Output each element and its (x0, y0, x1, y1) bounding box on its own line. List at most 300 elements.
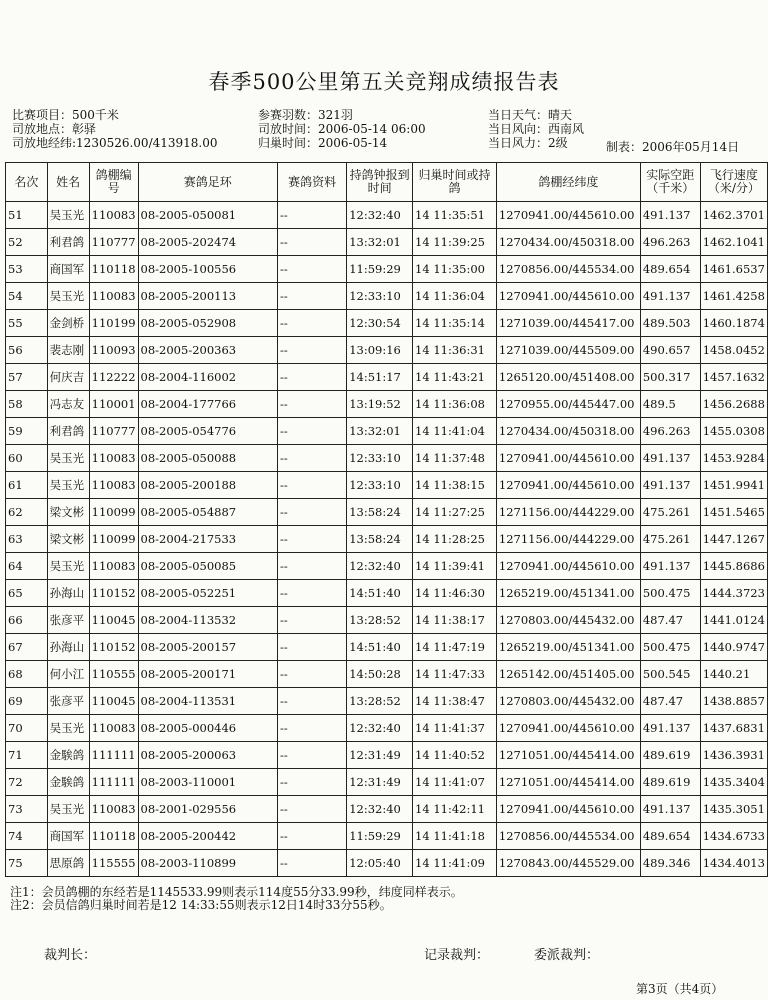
header-distance: 实际空距（千米） (640, 163, 700, 202)
return-time-cell: 14 11:40:52 (413, 742, 497, 769)
clock-time-cell: 13:28:52 (347, 607, 413, 634)
speed-cell: 1440.9747 (700, 634, 767, 661)
rank-cell: 54 (6, 283, 48, 310)
coords-cell: 1270941.00/445610.00 (496, 445, 640, 472)
ring-cell: 08-2005-202474 (138, 229, 277, 256)
coords-cell: 1270941.00/445610.00 (496, 715, 640, 742)
clock-time-cell: 12:32:40 (347, 715, 413, 742)
loft-id-cell: 110118 (89, 256, 138, 283)
coords-cell: 1270941.00/445610.00 (496, 283, 640, 310)
name-cell: 裴志刚 (47, 337, 89, 364)
chief-judge-label: 裁判长： (44, 948, 97, 963)
coords-cell: 1270434.00/450318.00 (496, 418, 640, 445)
loft-id-cell: 110118 (89, 823, 138, 850)
ring-cell: 08-2005-200442 (138, 823, 277, 850)
name-cell: 吴玉光 (47, 283, 89, 310)
table-row (6, 364, 768, 391)
loft-id-cell: 110152 (89, 580, 138, 607)
speed-cell: 1437.6831 (700, 715, 767, 742)
clock-time-cell: 13:58:24 (347, 526, 413, 553)
return-time-cell: 14 11:35:00 (413, 256, 497, 283)
clock-time-cell: 12:05:40 (347, 850, 413, 877)
ring-cell: 08-2005-200063 (138, 742, 277, 769)
info-cell: -- (277, 742, 346, 769)
meta-right (488, 108, 584, 150)
meta-middle (258, 108, 426, 150)
return-time-cell: 14 11:46:30 (413, 580, 497, 607)
return-time-cell: 14 11:43:21 (413, 364, 497, 391)
table-row (6, 418, 768, 445)
speed-cell: 1457.1632 (700, 364, 767, 391)
info-cell: -- (277, 688, 346, 715)
header-coords: 鸽棚经纬度 (496, 163, 640, 202)
ring-cell: 08-2005-200113 (138, 283, 277, 310)
table-row (6, 202, 768, 229)
loft-id-cell: 110083 (89, 202, 138, 229)
name-cell: 吴玉光 (47, 202, 89, 229)
info-cell: -- (277, 823, 346, 850)
info-cell: -- (277, 310, 346, 337)
name-cell: 吴玉光 (47, 715, 89, 742)
clock-time-cell: 13:32:01 (347, 418, 413, 445)
coords-cell: 1265120.00/451408.00 (496, 364, 640, 391)
coords-cell: 1270941.00/445610.00 (496, 202, 640, 229)
header-return-time: 归巢时间或持鸽 (413, 163, 497, 202)
return-time-cell: 14 11:41:09 (413, 850, 497, 877)
speed-cell: 1434.4013 (700, 850, 767, 877)
header-clock-time: 持鸽钟报到时间 (347, 163, 413, 202)
speed-cell: 1441.0124 (700, 607, 767, 634)
name-cell: 金剑桥 (47, 310, 89, 337)
assigned-judge-label: 委派裁判： (534, 948, 600, 963)
coords-cell: 1271051.00/445414.00 (496, 769, 640, 796)
rank-cell: 71 (6, 742, 48, 769)
return-time-cell: 14 11:38:17 (413, 607, 497, 634)
speed-cell: 1460.1874 (700, 310, 767, 337)
loft-id-cell: 110083 (89, 445, 138, 472)
name-cell: 梁文彬 (47, 499, 89, 526)
clock-time-cell: 12:31:49 (347, 769, 413, 796)
name-cell: 利君鸽 (47, 229, 89, 256)
speed-cell: 1461.6537 (700, 256, 767, 283)
loft-id-cell: 115555 (89, 850, 138, 877)
return-time-cell: 14 11:38:15 (413, 472, 497, 499)
header-rank: 名次 (6, 163, 48, 202)
distance-cell: 487.47 (640, 607, 700, 634)
results-table (5, 162, 768, 877)
table-row (6, 499, 768, 526)
rank-cell: 68 (6, 661, 48, 688)
return-time-cell: 14 11:36:08 (413, 391, 497, 418)
ring-cell: 08-2003-110899 (138, 850, 277, 877)
clock-time-cell: 11:59:29 (347, 823, 413, 850)
info-cell: -- (277, 526, 346, 553)
table-row (6, 283, 768, 310)
coords-cell: 1265219.00/451341.00 (496, 580, 640, 607)
coords-cell: 1270843.00/445529.00 (496, 850, 640, 877)
rank-cell: 66 (6, 607, 48, 634)
speed-cell: 1453.9284 (700, 445, 767, 472)
clock-time-cell: 12:32:40 (347, 796, 413, 823)
info-cell: -- (277, 580, 346, 607)
clock-time-cell: 12:32:40 (347, 202, 413, 229)
loft-id-cell: 110083 (89, 796, 138, 823)
name-cell: 孙海山 (47, 580, 89, 607)
ring-cell: 08-2005-100556 (138, 256, 277, 283)
rank-cell: 60 (6, 445, 48, 472)
table-row (6, 580, 768, 607)
return-time-cell: 14 11:27:25 (413, 499, 497, 526)
info-cell: -- (277, 391, 346, 418)
name-cell: 何庆吉 (47, 364, 89, 391)
info-cell: -- (277, 499, 346, 526)
rank-cell: 65 (6, 580, 48, 607)
return-time-cell: 14 11:47:33 (413, 661, 497, 688)
table-row (6, 823, 768, 850)
return-time-cell: 14 11:37:48 (413, 445, 497, 472)
ring-cell: 08-2004-177766 (138, 391, 277, 418)
note-1: 注1：会员鸽棚的东经若是1145533.99则表示114度55分33.99秒，纬度同样表示。 (10, 885, 463, 899)
speed-cell: 1461.4258 (700, 283, 767, 310)
clock-time-cell: 12:30:54 (347, 310, 413, 337)
info-cell: -- (277, 769, 346, 796)
name-cell: 思原鸽 (47, 850, 89, 877)
header-row (6, 163, 768, 202)
clock-time-cell: 13:19:52 (347, 391, 413, 418)
distance-cell: 500.475 (640, 634, 700, 661)
ring-cell: 08-2005-052251 (138, 580, 277, 607)
rank-cell: 61 (6, 472, 48, 499)
table-row (6, 472, 768, 499)
ring-cell: 08-2005-054776 (138, 418, 277, 445)
speed-cell: 1438.8857 (700, 688, 767, 715)
distance-cell: 489.503 (640, 310, 700, 337)
coords-cell: 1270941.00/445610.00 (496, 796, 640, 823)
name-cell: 孙海山 (47, 634, 89, 661)
clock-time-cell: 14:51:17 (347, 364, 413, 391)
speed-cell: 1462.1041 (700, 229, 767, 256)
meta-wind-force: 当日风力：2级 (488, 136, 568, 150)
info-cell: -- (277, 634, 346, 661)
loft-id-cell: 111111 (89, 742, 138, 769)
rank-cell: 57 (6, 364, 48, 391)
recording-judge-label: 记录裁判： (424, 948, 490, 963)
name-cell: 吴玉光 (47, 472, 89, 499)
table-row (6, 634, 768, 661)
name-cell: 利君鸽 (47, 418, 89, 445)
table-row (6, 337, 768, 364)
coords-cell: 1271156.00/444229.00 (496, 526, 640, 553)
speed-cell: 1440.21 (700, 661, 767, 688)
coords-cell: 1270941.00/445610.00 (496, 553, 640, 580)
info-cell: -- (277, 202, 346, 229)
return-time-cell: 14 11:35:51 (413, 202, 497, 229)
coords-cell: 1270434.00/450318.00 (496, 229, 640, 256)
rank-cell: 51 (6, 202, 48, 229)
name-cell: 张彦平 (47, 607, 89, 634)
header-loft-id: 鸽棚编号 (89, 163, 138, 202)
table-row (6, 445, 768, 472)
coords-cell: 1271039.00/445417.00 (496, 310, 640, 337)
clock-time-cell: 12:33:10 (347, 283, 413, 310)
table-row (6, 229, 768, 256)
loft-id-cell: 110045 (89, 688, 138, 715)
header-speed: 飞行速度（米/分） (700, 163, 767, 202)
rank-cell: 72 (6, 769, 48, 796)
return-time-cell: 14 11:35:14 (413, 310, 497, 337)
speed-cell: 1445.8686 (700, 553, 767, 580)
table-row (6, 715, 768, 742)
loft-id-cell: 110099 (89, 526, 138, 553)
distance-cell: 490.657 (640, 337, 700, 364)
speed-cell: 1435.3404 (700, 769, 767, 796)
clock-time-cell: 12:31:49 (347, 742, 413, 769)
page-number: 第3页（共4页） (636, 982, 724, 996)
info-cell: -- (277, 364, 346, 391)
distance-cell: 496.263 (640, 418, 700, 445)
ring-cell: 08-2004-116002 (138, 364, 277, 391)
speed-cell: 1447.1267 (700, 526, 767, 553)
speed-cell: 1456.2688 (700, 391, 767, 418)
table-row (6, 688, 768, 715)
rank-cell: 74 (6, 823, 48, 850)
loft-id-cell: 110093 (89, 337, 138, 364)
coords-cell: 1270955.00/445447.00 (496, 391, 640, 418)
table-row (6, 769, 768, 796)
rank-cell: 56 (6, 337, 48, 364)
loft-id-cell: 110083 (89, 715, 138, 742)
return-time-cell: 14 11:47:19 (413, 634, 497, 661)
return-time-cell: 14 11:39:41 (413, 553, 497, 580)
loft-id-cell: 112222 (89, 364, 138, 391)
loft-id-cell: 110555 (89, 661, 138, 688)
name-cell: 吴玉光 (47, 445, 89, 472)
speed-cell: 1462.3701 (700, 202, 767, 229)
loft-id-cell: 110001 (89, 391, 138, 418)
return-time-cell: 14 11:28:25 (413, 526, 497, 553)
info-cell: -- (277, 445, 346, 472)
distance-cell: 489.654 (640, 823, 700, 850)
name-cell: 商国军 (47, 823, 89, 850)
rank-cell: 53 (6, 256, 48, 283)
info-cell: -- (277, 850, 346, 877)
speed-cell: 1451.5465 (700, 499, 767, 526)
loft-id-cell: 110083 (89, 472, 138, 499)
ring-cell: 08-2004-113532 (138, 607, 277, 634)
meta-event: 比赛项目：500千米 (12, 108, 119, 122)
distance-cell: 489.654 (640, 256, 700, 283)
clock-time-cell: 13:58:24 (347, 499, 413, 526)
info-cell: -- (277, 229, 346, 256)
table-row (6, 310, 768, 337)
coords-cell: 1270856.00/445534.00 (496, 256, 640, 283)
ring-cell: 08-2005-200188 (138, 472, 277, 499)
ring-cell: 08-2005-200171 (138, 661, 277, 688)
distance-cell: 491.137 (640, 553, 700, 580)
ring-cell: 08-2001-029556 (138, 796, 277, 823)
loft-id-cell: 110099 (89, 499, 138, 526)
info-cell: -- (277, 472, 346, 499)
name-cell: 吴玉光 (47, 796, 89, 823)
name-cell: 金騃鸽 (47, 742, 89, 769)
table-row (6, 526, 768, 553)
return-time-cell: 14 11:41:07 (413, 769, 497, 796)
ring-cell: 08-2005-200363 (138, 337, 277, 364)
rank-cell: 55 (6, 310, 48, 337)
info-cell: -- (277, 715, 346, 742)
info-cell: -- (277, 256, 346, 283)
speed-cell: 1444.3723 (700, 580, 767, 607)
clock-time-cell: 14:51:40 (347, 634, 413, 661)
name-cell: 梁文彬 (47, 526, 89, 553)
name-cell: 金騃鸽 (47, 769, 89, 796)
coords-cell: 1271156.00/444229.00 (496, 499, 640, 526)
distance-cell: 489.619 (640, 769, 700, 796)
distance-cell: 491.137 (640, 472, 700, 499)
distance-cell: 496.263 (640, 229, 700, 256)
header-info: 赛鸽资料 (277, 163, 346, 202)
clock-time-cell: 12:33:10 (347, 445, 413, 472)
loft-id-cell: 110083 (89, 553, 138, 580)
clock-time-cell: 12:33:10 (347, 472, 413, 499)
rank-cell: 69 (6, 688, 48, 715)
meta-made-date: 制表：2006年05月14日 (606, 140, 740, 154)
loft-id-cell: 110083 (89, 283, 138, 310)
return-time-cell: 14 11:42:11 (413, 796, 497, 823)
distance-cell: 489.619 (640, 742, 700, 769)
name-cell: 何小江 (47, 661, 89, 688)
name-cell: 吴玉光 (47, 553, 89, 580)
clock-time-cell: 13:28:52 (347, 688, 413, 715)
rank-cell: 58 (6, 391, 48, 418)
distance-cell: 500.475 (640, 580, 700, 607)
coords-cell: 1271039.00/445509.00 (496, 337, 640, 364)
return-time-cell: 14 11:38:47 (413, 688, 497, 715)
info-cell: -- (277, 337, 346, 364)
table-row (6, 742, 768, 769)
distance-cell: 491.137 (640, 202, 700, 229)
return-time-cell: 14 11:41:37 (413, 715, 497, 742)
speed-cell: 1435.3051 (700, 796, 767, 823)
name-cell: 商国军 (47, 256, 89, 283)
info-cell: -- (277, 661, 346, 688)
coords-cell: 1270803.00/445432.00 (496, 688, 640, 715)
rank-cell: 64 (6, 553, 48, 580)
distance-cell: 475.261 (640, 499, 700, 526)
rank-cell: 75 (6, 850, 48, 877)
rank-cell: 67 (6, 634, 48, 661)
speed-cell: 1451.9941 (700, 472, 767, 499)
note-2: 注2：会员信鸽归巢时间若是12 14:33:55则表示12日14时33分55秒。 (10, 898, 392, 912)
distance-cell: 489.346 (640, 850, 700, 877)
loft-id-cell: 110777 (89, 418, 138, 445)
loft-id-cell: 111111 (89, 769, 138, 796)
clock-time-cell: 12:32:40 (347, 553, 413, 580)
info-cell: -- (277, 607, 346, 634)
table-row (6, 661, 768, 688)
info-cell: -- (277, 553, 346, 580)
return-time-cell: 14 11:41:04 (413, 418, 497, 445)
distance-cell: 491.137 (640, 796, 700, 823)
meta-release-place: 司放地点：彰驿 (12, 122, 97, 136)
ring-cell: 08-2005-054887 (138, 499, 277, 526)
distance-cell: 491.137 (640, 283, 700, 310)
rank-cell: 59 (6, 418, 48, 445)
clock-time-cell: 11:59:29 (347, 256, 413, 283)
clock-time-cell: 13:09:16 (347, 337, 413, 364)
rank-cell: 52 (6, 229, 48, 256)
ring-cell: 08-2003-110001 (138, 769, 277, 796)
distance-cell: 500.545 (640, 661, 700, 688)
meta-return-date: 归巢时间：2006-05-14 (258, 136, 388, 150)
table-row (6, 607, 768, 634)
meta-weather: 当日天气：晴天 (488, 108, 573, 122)
info-cell: -- (277, 796, 346, 823)
meta-release-time: 司放时间：2006-05-14 06:00 (258, 122, 426, 136)
name-cell: 张彦平 (47, 688, 89, 715)
header-name: 姓名 (47, 163, 89, 202)
info-cell: -- (277, 283, 346, 310)
distance-cell: 491.137 (640, 715, 700, 742)
header-ring: 赛鸽足环 (138, 163, 277, 202)
meta-entries: 参赛羽数：321羽 (258, 108, 353, 122)
table-row (6, 796, 768, 823)
coords-cell: 1265142.00/451405.00 (496, 661, 640, 688)
rank-cell: 73 (6, 796, 48, 823)
distance-cell: 500.317 (640, 364, 700, 391)
distance-cell: 475.261 (640, 526, 700, 553)
distance-cell: 489.5 (640, 391, 700, 418)
ring-cell: 08-2005-052908 (138, 310, 277, 337)
table-row (6, 256, 768, 283)
speed-cell: 1458.0452 (700, 337, 767, 364)
coords-cell: 1270856.00/445534.00 (496, 823, 640, 850)
coords-cell: 1270941.00/445610.00 (496, 472, 640, 499)
rank-cell: 62 (6, 499, 48, 526)
return-time-cell: 14 11:41:18 (413, 823, 497, 850)
return-time-cell: 14 11:39:25 (413, 229, 497, 256)
speed-cell: 1455.0308 (700, 418, 767, 445)
speed-cell: 1436.3931 (700, 742, 767, 769)
return-time-cell: 14 11:36:04 (413, 283, 497, 310)
name-cell: 冯志友 (47, 391, 89, 418)
ring-cell: 08-2005-050088 (138, 445, 277, 472)
ring-cell: 08-2005-050085 (138, 553, 277, 580)
distance-cell: 491.137 (640, 445, 700, 472)
clock-time-cell: 13:32:01 (347, 229, 413, 256)
ring-cell: 08-2004-113531 (138, 688, 277, 715)
loft-id-cell: 110045 (89, 607, 138, 634)
table-row (6, 391, 768, 418)
coords-cell: 1265219.00/451341.00 (496, 634, 640, 661)
clock-time-cell: 14:50:28 (347, 661, 413, 688)
table-row (6, 850, 768, 877)
coords-cell: 1270803.00/445432.00 (496, 607, 640, 634)
distance-cell: 487.47 (640, 688, 700, 715)
table-row (6, 553, 768, 580)
rank-cell: 63 (6, 526, 48, 553)
ring-cell: 08-2005-050081 (138, 202, 277, 229)
return-time-cell: 14 11:36:31 (413, 337, 497, 364)
ring-cell: 08-2004-217533 (138, 526, 277, 553)
loft-id-cell: 110777 (89, 229, 138, 256)
ring-cell: 08-2005-200157 (138, 634, 277, 661)
ring-cell: 08-2005-000446 (138, 715, 277, 742)
rank-cell: 70 (6, 715, 48, 742)
info-cell: -- (277, 418, 346, 445)
meta-left (12, 108, 218, 150)
coords-cell: 1271051.00/445414.00 (496, 742, 640, 769)
